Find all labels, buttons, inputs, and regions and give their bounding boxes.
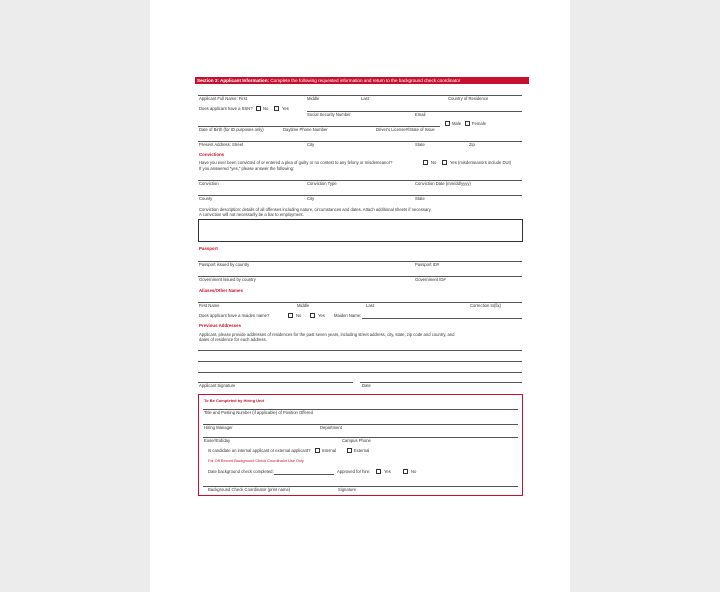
approved-label: Approved for hire: (337, 469, 371, 474)
county-label: County (199, 196, 213, 201)
conviction-description-box[interactable] (198, 219, 523, 242)
maiden-yes-checkbox[interactable] (310, 313, 315, 318)
full-name-label: Applicant Full Name: First (199, 96, 247, 101)
passport-heading: Passport (199, 246, 218, 251)
dob-label: Date of Birth (for ID purposes only) (199, 127, 264, 132)
date-completed-line[interactable] (274, 474, 334, 475)
gov-country-label: Government issued by country (199, 277, 256, 282)
zip-label: Zip (469, 142, 475, 147)
section-instructions: Complete the following requested information and return to the background check coordinator (270, 78, 461, 83)
coordinator-label: Background Check Coordinator (print name) (208, 487, 291, 492)
coordinator-signature-label: Signature (338, 487, 356, 492)
approved-no-checkbox[interactable] (403, 469, 408, 474)
previous-instructions: Applicant, please provide addresses of residences for the past seven years, including street address, city, state, zip code and country, and (199, 332, 455, 337)
applicant-date-label: Date (362, 383, 371, 388)
conviction-type-label: Conviction Type (307, 181, 337, 186)
aliases-heading: Aliases/Other Names (199, 288, 243, 293)
office-use-heading: For Off Record Background Check Coordinator Use Only (208, 459, 304, 463)
female-label: Female (472, 121, 486, 126)
convictions-yes-checkbox[interactable] (442, 160, 447, 165)
conviction-note: A conviction will not necessarily be a bar to employment. (199, 212, 304, 217)
manager-line[interactable] (203, 424, 518, 425)
approved-yes-checkbox[interactable] (376, 469, 381, 474)
conviction-description: Conviction description: details of all offenses including nature, circumstances and dates. Attach additional sheets if necessary. (199, 207, 432, 212)
section-header (195, 77, 529, 84)
position-label: Title and Posting Number (if applicable) of Position Offered (204, 410, 313, 415)
applicant-signature-label: Applicant Signature (199, 383, 236, 388)
ssn-question: Does applicant have a SSN? (199, 106, 253, 111)
convictions-heading: Convictions (199, 152, 225, 157)
maiden-no-checkbox[interactable] (288, 313, 293, 318)
convictions-question: Have you ever been convicted of or entered a plea of guilty or no contest to any felony or misdemeanor? (199, 160, 393, 165)
address-history-line-1[interactable] (198, 350, 522, 351)
internal-question: Is candidate an internal applicant or external applicant? (208, 448, 311, 453)
ssn-label: Social Security Number (307, 112, 351, 117)
license-label: Driver's License#/State of Issue (376, 127, 435, 132)
hiring-heading: To Be Completed by Hiring Unit (204, 398, 264, 403)
date-completed-label: Date background check completed: (208, 469, 274, 474)
alias-first-label: First Name (199, 303, 220, 308)
maiden-name-line[interactable] (362, 318, 522, 319)
approved-no-label: No (411, 469, 417, 474)
conviction-state-label: State (415, 196, 425, 201)
country-label: Country of Residence (448, 96, 489, 101)
ssn-no-label: No (263, 106, 269, 111)
campus-phone-label: Campus Phone (342, 438, 371, 443)
ssn-yes-checkbox[interactable] (274, 106, 279, 111)
ssn-yes-label: Yes (282, 106, 289, 111)
email-label: Email (415, 112, 426, 117)
maiden-question: Does applicant have a maiden name? (199, 313, 270, 318)
maiden-no-label: No (296, 313, 302, 318)
conviction-label: Conviction (199, 181, 219, 186)
ssn-no-checkbox[interactable] (256, 106, 261, 111)
passport-country-label: Passport issued by country (199, 262, 250, 267)
conviction-city-label: City (307, 196, 315, 201)
alias-middle-label: Middle (297, 303, 310, 308)
maiden-yes-label: Yes (318, 313, 325, 318)
county-line[interactable] (198, 195, 522, 196)
section-title: Section 3: Applicant Information: (197, 78, 270, 83)
convictions-yes-label: Yes (misdemeanors include DUI) (450, 160, 512, 165)
last-label: Last (361, 96, 369, 101)
alias-correction-label: Correction to(fix) (470, 303, 501, 308)
previous-instructions-2: dates of residence for each address. (199, 337, 267, 342)
alias-last-label: Last (366, 303, 374, 308)
convictions-followup: If you answered "yes," please answer the following: (199, 166, 295, 171)
manager-label: Hiring Manager (204, 425, 233, 430)
address-history-line-3[interactable] (198, 372, 522, 373)
convictions-no-label: No (431, 160, 437, 165)
eid-label: Euser/Eid/day (204, 438, 231, 443)
previous-addresses-heading: Previous Addresses (199, 323, 242, 328)
phone-label: Daytime Phone Number (283, 127, 328, 132)
internal-label: Internal (322, 448, 336, 453)
approved-yes-label: Yes (384, 469, 391, 474)
address-history-line-2[interactable] (198, 361, 522, 362)
state-label: State (415, 142, 425, 147)
male-label: Male (452, 121, 462, 126)
conviction-line[interactable] (198, 180, 522, 181)
maiden-name-label: Maiden Name: (334, 313, 362, 318)
address-label: Present Address: Street (199, 142, 244, 147)
city-label: City (307, 142, 315, 147)
external-label: External (354, 448, 370, 453)
male-checkbox[interactable] (445, 121, 450, 126)
conviction-date-label: Conviction Date (mm/dd/yyyy) (415, 181, 471, 186)
female-checkbox[interactable] (465, 121, 470, 126)
department-label: Department (320, 425, 342, 430)
gov-id-label: Government ID# (415, 277, 446, 282)
passport-number-label: Passport ID# (415, 262, 440, 267)
external-checkbox[interactable] (347, 448, 352, 453)
convictions-no-checkbox[interactable] (423, 160, 428, 165)
document-page (150, 0, 570, 592)
middle-label: Middle (307, 96, 320, 101)
applicant-date-line[interactable] (360, 382, 522, 383)
internal-checkbox[interactable] (315, 448, 320, 453)
